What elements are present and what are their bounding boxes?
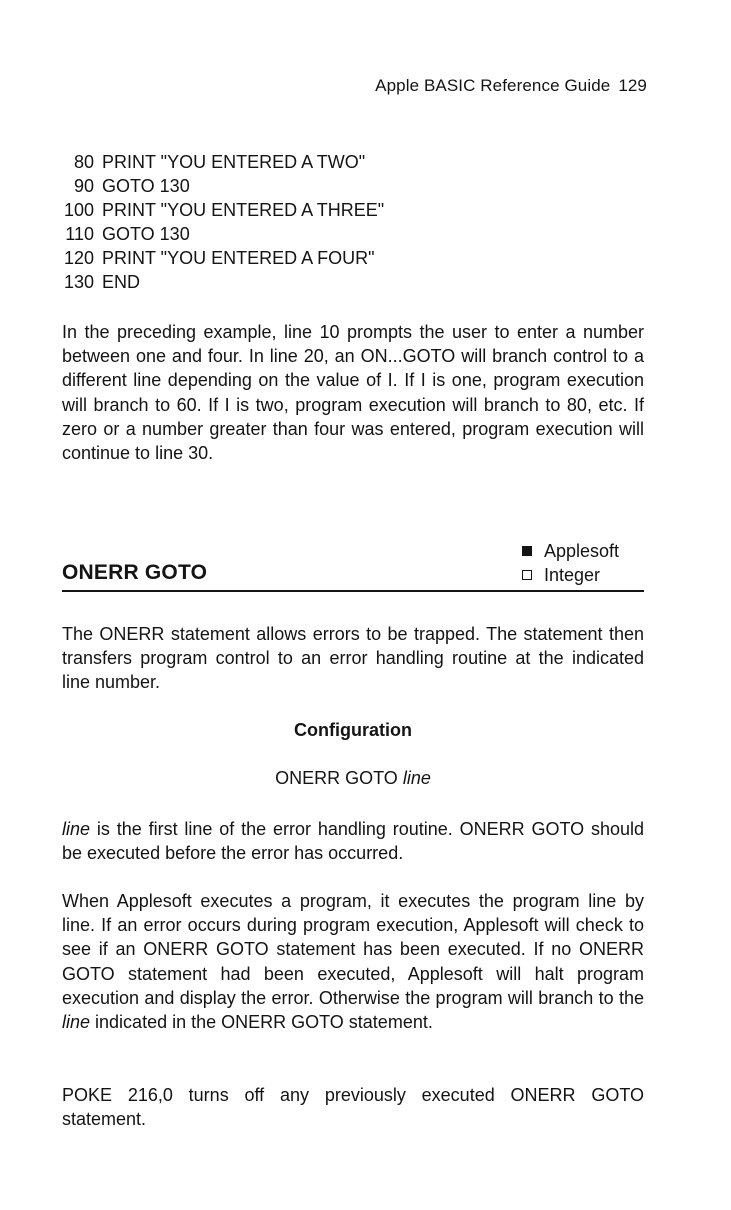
filled-square-icon — [522, 546, 532, 556]
code-line-text: GOTO 130 — [102, 224, 190, 244]
execution-text-end: indicated in the ONERR GOTO statement. — [90, 1012, 433, 1033]
empty-square-icon — [522, 570, 532, 580]
language-applesoft — [522, 539, 619, 563]
configuration-heading: Configuration — [294, 720, 412, 740]
code-line — [62, 150, 384, 174]
code-line-number: 130 — [63, 272, 94, 292]
syntax-keyword: ONERR GOTO — [275, 768, 398, 788]
language-label: Integer — [544, 565, 601, 585]
code-line-text: PRINT "YOU ENTERED A THREE" — [102, 200, 385, 220]
syntax-line — [62, 768, 644, 789]
code-line-number: 90 — [73, 176, 94, 196]
running-title: Apple BASIC Reference Guide — [375, 76, 611, 95]
section-divider — [62, 590, 644, 592]
parameter-description-paragraph — [62, 817, 644, 865]
code-line-number: 110 — [65, 224, 94, 244]
code-line-text: GOTO 130 — [102, 176, 190, 196]
code-line — [62, 246, 384, 270]
section-title: ONERR GOTO — [62, 561, 208, 584]
code-line-text: PRINT "YOU ENTERED A FOUR" — [102, 248, 375, 268]
language-availability — [522, 539, 619, 587]
parameter-description-text: is the first line of the error handling routine. ONERR GOTO should be executed before the error has occurred. — [62, 819, 644, 864]
example-explanation-paragraph: In the preceding example, line 10 prompts the user to enter a number between one and four. In line 20, an ON...GOTO will branch control to a different line depending on the value of I. If I is one, program execution will branch to 60. If I is two, program execution will branch to 80, etc. If zero or a number greater than four was entered, program execution will continue to line 30. — [62, 322, 644, 464]
code-line-text: PRINT "YOU ENTERED A TWO" — [102, 152, 366, 172]
language-label: Applesoft — [544, 541, 620, 561]
code-line — [62, 270, 384, 294]
poke-paragraph: POKE 216,0 turns off any previously executed ONERR GOTO statement. — [62, 1085, 644, 1130]
code-line-number: 100 — [63, 200, 94, 220]
running-header — [375, 76, 647, 96]
code-listing — [62, 150, 384, 294]
page-number: 129 — [618, 76, 647, 95]
code-line — [62, 198, 384, 222]
language-integer — [522, 563, 619, 587]
execution-text-start: When Applesoft executes a program, it executes the program line by line. If an error occurs during program execution, Applesoft will check to see if an ONERR GOTO statement has been executed. If no ONERR GOTO statement had been executed, Applesoft will halt program execution and display the error. Otherwise the program will branch to the — [62, 891, 644, 1008]
intro-paragraph: The ONERR statement allows errors to be trapped. The statement then transfers program control to an error handling routine at the indicated line number. — [62, 624, 644, 693]
code-line — [62, 222, 384, 246]
code-line-number: 80 — [73, 152, 94, 172]
parameter-term: line — [62, 819, 91, 839]
execution-term: line — [62, 1012, 91, 1033]
code-line-text: END — [102, 272, 141, 292]
syntax-parameter: line — [402, 768, 431, 788]
code-line-number: 120 — [63, 248, 94, 268]
code-line — [62, 174, 384, 198]
execution-paragraph — [62, 889, 644, 1034]
